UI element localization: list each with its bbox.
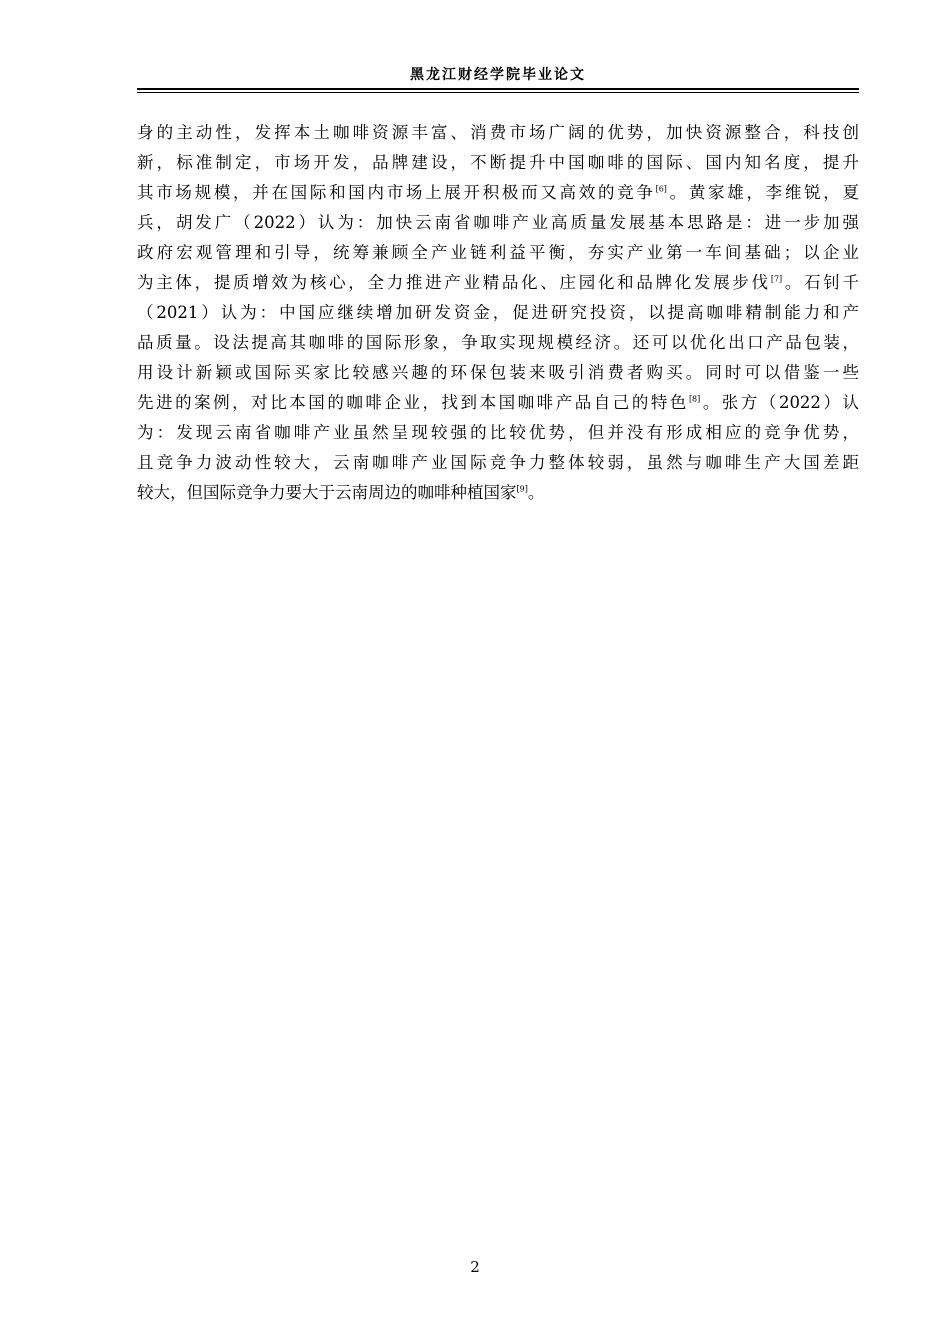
paragraph-line	[137, 448, 859, 478]
paragraph-line	[137, 268, 859, 298]
citation-mark: [8]	[688, 394, 701, 404]
line-text: 其市场规模，并在国际和国内市场上展开积极而又高效的竞争	[137, 183, 656, 202]
line-tail: 。黄家雄，李维锐，夏	[666, 183, 859, 202]
line-text: （2021）认为：中国应继续增加研发资金，促进研究投资，以提高咖啡精制能力和产	[137, 303, 859, 322]
line-text: 为：发现云南省咖啡产业虽然呈现较强的比较优势，但并没有形成相应的竞争优势，	[137, 423, 859, 442]
paragraph-line	[137, 328, 859, 358]
paragraph-line	[137, 238, 859, 268]
line-text: 较大，但国际竞争力要大于云南周边的咖啡种植国家	[137, 483, 517, 502]
line-text: 品质量。设法提高其咖啡的国际形象，争取实现规模经济。还可以优化出口产品包装，	[137, 333, 859, 352]
page-header-title: 黑龙江财经学院毕业论文	[410, 67, 586, 83]
paragraph-line	[137, 478, 859, 508]
paragraph-line	[137, 298, 859, 328]
line-text: 用设计新颖或国际买家比较感兴趣的环保包装来吸引消费者购买。同时可以借鉴一些	[137, 363, 859, 382]
line-text: 新，标准制定，市场开发，品牌建设，不断提升中国咖啡的国际、国内知名度，提升	[137, 153, 859, 172]
line-text: 且竞争力波动性较大，云南咖啡产业国际竞争力整体较弱，虽然与咖啡生产大国差距	[137, 453, 859, 472]
line-tail: 。	[527, 483, 545, 502]
paragraph-line	[137, 118, 859, 148]
line-text: 兵，胡发广（2022）认为：加快云南省咖啡产业高质量发展基本思路是：进一步加强	[137, 213, 859, 232]
paragraph-line	[137, 178, 859, 208]
body-paragraph	[137, 118, 859, 508]
line-text: 为主体，提质增效为核心，全力推进产业精品化、庄园化和品牌化发展步伐	[137, 273, 771, 292]
line-text: 先进的案例，对比本国的咖啡企业，找到本国咖啡产品自己的特色	[137, 393, 689, 412]
citation-mark: [9]	[516, 484, 528, 494]
paragraph-line	[137, 148, 859, 178]
paragraph-line	[137, 418, 859, 448]
line-text: 身的主动性，发挥本土咖啡资源丰富、消费市场广阔的优势，加快资源整合，科技创	[137, 123, 859, 142]
line-tail: 。石钊千	[782, 273, 859, 292]
paragraph-line	[137, 388, 859, 418]
line-tail: 。张方（2022）认	[700, 393, 859, 412]
paragraph-line	[137, 208, 859, 238]
line-text: 政府宏观管理和引导，统筹兼顾全产业链利益平衡，夯实产业第一车间基础；以企业	[137, 243, 859, 262]
page-number: 2	[470, 1258, 480, 1276]
citation-mark: [6]	[655, 184, 667, 194]
citation-mark: [7]	[770, 274, 783, 284]
header-rule-thick	[137, 88, 859, 90]
paragraph-line	[137, 358, 859, 388]
header-rule-thin	[137, 92, 859, 93]
